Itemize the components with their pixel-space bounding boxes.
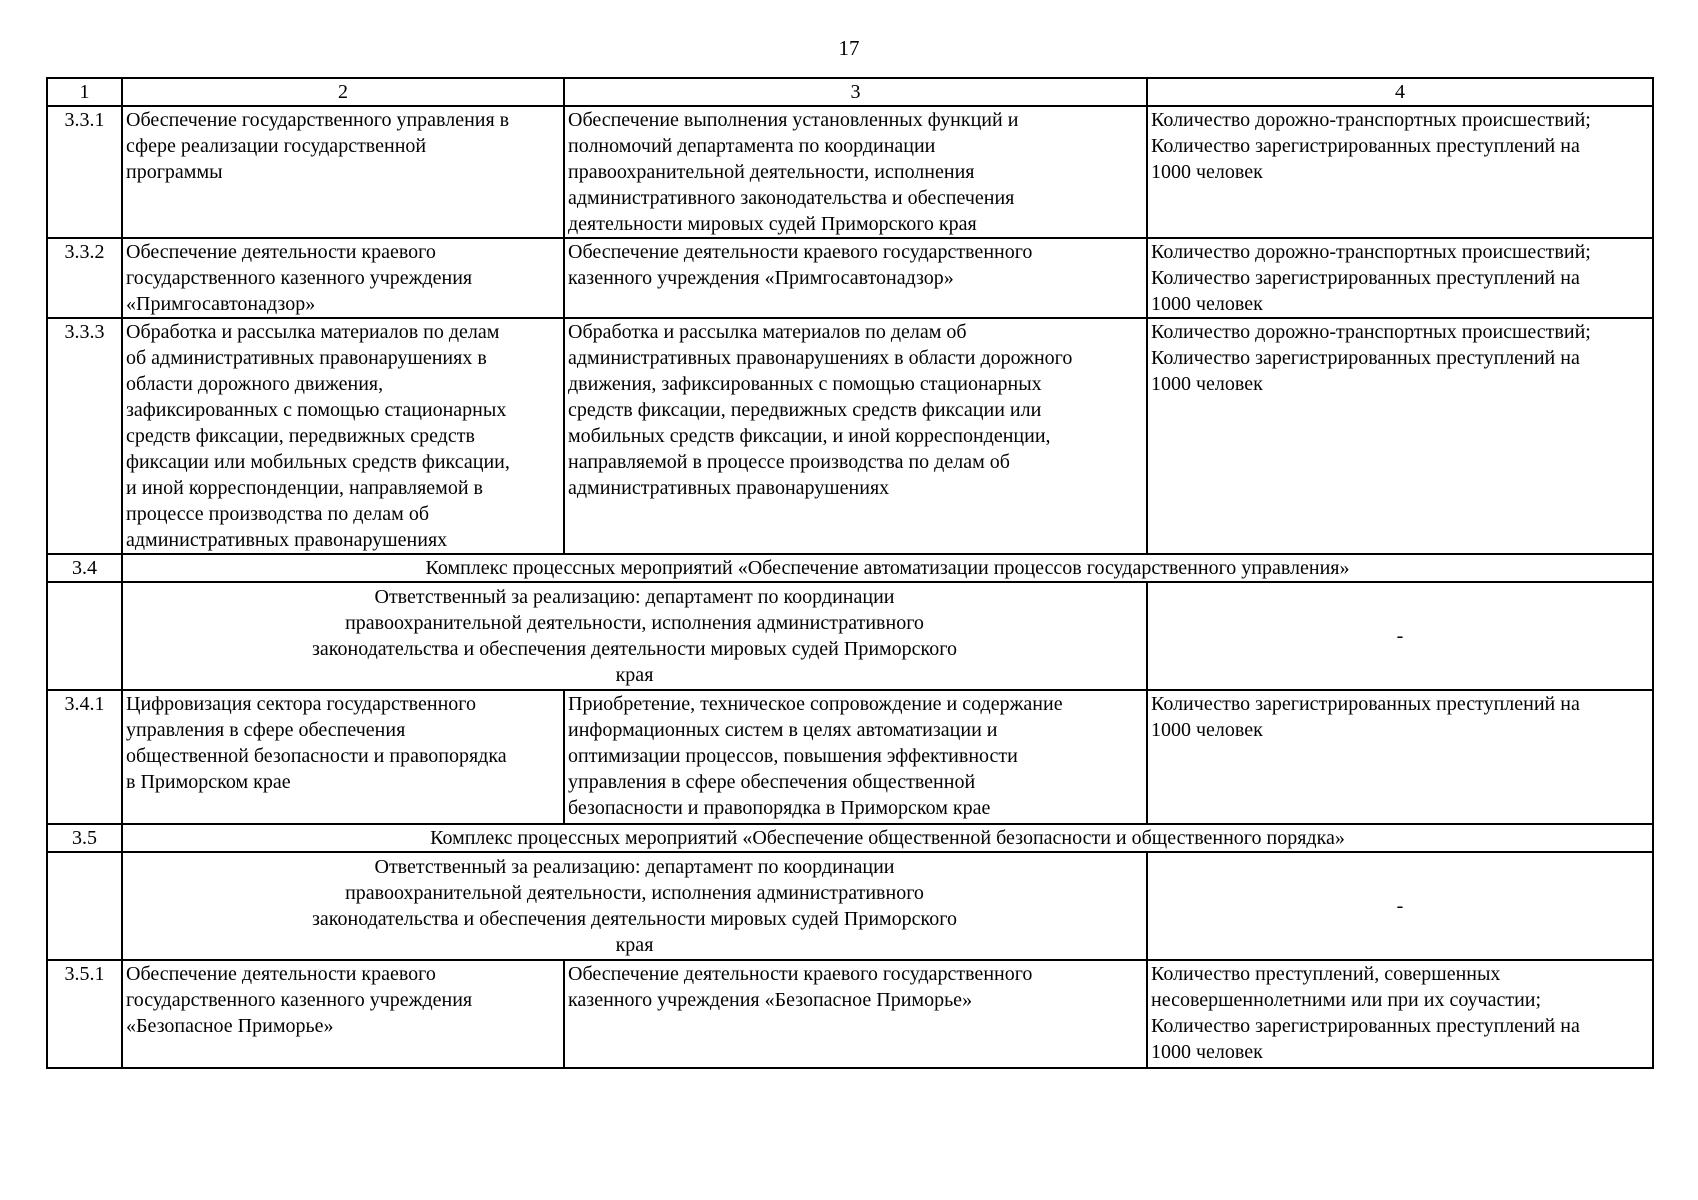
row-number: 3.3.1 [47,106,122,238]
measure-name: Обработка и рассылка материалов по делам об административных правонарушениях в области дорожного движения, зафиксированных с помощью стационарных средств фиксации, передвижных средств фиксации или мобильных средств фиксации, и иной корреспонденции, направляемой в процессе производства по делам об административных правонарушениях [122,318,564,554]
header-cell-3: 3 [564,78,1147,106]
header-cell-4: 4 [1147,78,1653,106]
responsible-executor: Ответственный за реализацию: департамент по координации правоохранительной деятельности, исполнения административного законодательства и обеспечения деятельности мировых судей Приморского края [122,852,1147,960]
measure-description: Обеспечение выполнения установленных функций и полномочий департамента по координации правоохранительной деятельности, исполнения административного законодательства и обеспечения деятельности мировых судей Приморского края [564,106,1147,238]
row-number: 3.3.3 [47,318,122,554]
measure-name: Обеспечение деятельности краевого государственного казенного учреждения «Безопасное Приморье» [122,960,564,1068]
table-row [47,106,1653,238]
responsible-executor: Ответственный за реализацию: департамент по координации правоохранительной деятельности, исполнения административного законодательства и обеспечения деятельности мировых судей Приморского края [122,582,1147,690]
responsible-row [47,852,1653,960]
section-number: 3.5 [47,824,122,852]
responsible-indicator-dash: - [1147,582,1653,690]
measure-name: Обеспечение деятельности краевого государственного казенного учреждения «Примгосавтонадзор» [122,238,564,318]
empty-number-cell [47,852,122,960]
row-number: 3.4.1 [47,690,122,824]
measure-description: Обеспечение деятельности краевого государственного казенного учреждения «Примгосавтонадзор» [564,238,1147,318]
header-cell-2: 2 [122,78,564,106]
section-row [47,824,1653,852]
table-row [47,960,1653,1068]
empty-number-cell [47,582,122,690]
header-cell-1: 1 [47,78,122,106]
measure-indicators: Количество дорожно-транспортных происшествий; Количество зарегистрированных преступлений на 1000 человек [1147,318,1653,554]
table-row [47,690,1653,824]
page-number: 17 [838,36,860,60]
section-number: 3.4 [47,554,122,582]
table-header-row [47,78,1653,106]
table-row [47,318,1653,554]
responsible-row [47,582,1653,690]
section-row [47,554,1653,582]
measures-table [46,77,1654,1069]
row-number: 3.3.2 [47,238,122,318]
row-number: 3.5.1 [47,960,122,1068]
section-title: Комплекс процессных мероприятий «Обеспечение автоматизации процессов государственного управления» [122,554,1653,582]
section-title: Комплекс процессных мероприятий «Обеспечение общественной безопасности и общественного порядка» [122,824,1653,852]
measure-indicators: Количество дорожно-транспортных происшествий; Количество зарегистрированных преступлений на 1000 человек [1147,106,1653,238]
measure-name: Обеспечение государственного управления в сфере реализации государственной программы [122,106,564,238]
measure-description: Приобретение, техническое сопровождение и содержание информационных систем в целях автоматизации и оптимизации процессов, повышения эффективности управления в сфере обеспечения общественной безопасности и правопорядка в Приморском крае [564,690,1147,824]
measure-indicators: Количество зарегистрированных преступлений на 1000 человек [1147,690,1653,824]
measure-description: Обеспечение деятельности краевого государственного казенного учреждения «Безопасное Приморье» [564,960,1147,1068]
table-row [47,238,1653,318]
responsible-indicator-dash: - [1147,852,1653,960]
measure-description: Обработка и рассылка материалов по делам об административных правонарушениях в области дорожного движения, зафиксированных с помощью стационарных средств фиксации, передвижных средств фиксации или мобильных средств фиксации, и иной корреспонденции, направляемой в процессе производства по делам об административных правонарушениях [564,318,1147,554]
measure-indicators: Количество преступлений, совершенных несовершеннолетними или при их соучастии; Количество зарегистрированных преступлений на 1000 человек [1147,960,1653,1068]
measure-indicators: Количество дорожно-транспортных происшествий; Количество зарегистрированных преступлений на 1000 человек [1147,238,1653,318]
measure-name: Цифровизация сектора государственного управления в сфере обеспечения общественной безопасности и правопорядка в Приморском крае [122,690,564,824]
